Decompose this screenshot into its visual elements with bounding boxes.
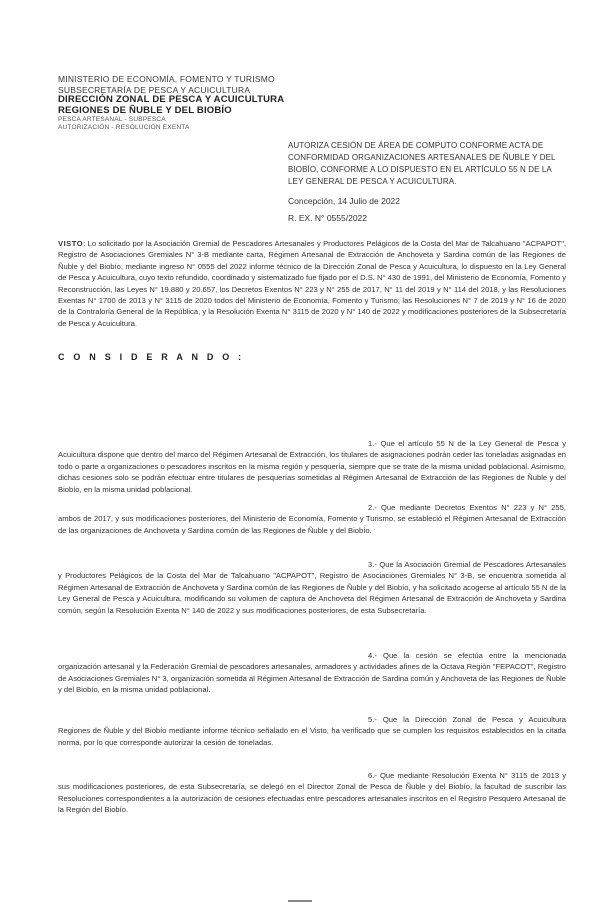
visto-text: : Lo solicitado por la Asociación Gremial de Pescadores Artesanales y Productores Pelágicos de la Costa del Mar de Talcahuano "ACPAPOT", Registro de Asociaciones Gremiales N° 3-B mediante carta, Régimen Artesanal de Extracción de Anchoveta y Sardina común de las Regiones de Ñuble y del Biobío, mediante ingreso N° 0555 del 2022 informe técnico de la Dirección Zonal de Pesca y Acuicultura, lo dispuesto en la Ley General de Pesca y Acuicultura, cuyo texto refundido, coordinado y sistematizado fue fijado por el D.S. N° 430 de 1991, del Ministerio de Economía, Fomento y Reconstrucción, las Leyes N° 19.880 y 20.657, los Decretos Exentos N° 223 y N° 255 de 2017, N° 11 del 2019 y N° 114 del 2018, y las Resoluciones Exentas N° 1700 de 2013 y N° 3115 de 2020 todos del Ministerio de Economía, Fomento y Turismo; las Resoluciones N° 7 de 2019 y N° 16 de 2020 de la Contraloría General de la República, y la Resolución Exenta N° 3115 de 2020 y N° 140 de 2022 y modificaciones posteriores de la Subsecretaría de Pesca y Acuicultura. (58, 239, 566, 328)
document-subject: AUTORIZA CESIÓN DE ÁREA DE COMPUTO CONFORME ACTA DE CONFORMIDAD ORGANIZACIONES ARTESANALES DE ÑUBLE Y DEL BIOBÍO, CONFORME A LO DISPUESTO EN EL ARTÍCULO 55 N DE LA LEY GENERAL DE PESCA Y ACUICULTURA. (288, 141, 556, 186)
letterhead (58, 74, 318, 132)
letterhead-undersecretariat: SUBSECRETARÍA DE PESCA Y ACUICULTURA (58, 84, 251, 95)
visto-keyword: VISTO (58, 239, 84, 248)
page-footer-mark (288, 900, 312, 902)
visto-paragraph (58, 238, 566, 329)
considerando-paragraph-5: 5.- Que la Dirección Zonal de Pesca y Acuicultura Regiones de Ñuble y del Biobío mediante informe técnico señalado en el Visto, ha verificado que se cumplen los requisitos establecidos en la citada norma, por lo que corresponde autorizar la cesión de toneladas. (58, 715, 566, 747)
considerando-paragraph-4: 4.- Que la cesión se efectúa entre la mencionada organización artesanal y la Federación Gremial de pescadores artesanales, armadores y actividades afines de la Octava Región "FEPACOT", Registro de Asociaciones Gremiales N° 3, organización sometida al Régimen Artesanal de Extracción de Sardina común y Anchoveta de las Regiones de Ñuble y del Biobío, en la misma unidad poblacional. (58, 651, 566, 695)
considerando-paragraph-3: 3.- Que la Asociación Gremial de Pescadores Artesanales y Productores Pelágicos de la Costa del Mar de Talcahuano "ACPAPOT", Registro de Asociaciones Gremiales N° 3-B, se encuentra sometida al Régimen Artesanal de Extracción de Anchoveta y Sardina común de las Regiones de Ñuble y del Biobío, y ha solicitado acogerse al artículo 55 N de la Ley General de Pesca y Acuicultura, modificando su volumen de captura de Anchoveta del Régimen Artesanal de Extracción de Anchoveta y Sardina común, según la Resolución Exenta N° 140 de 2022 y sus modificaciones posteriores, de esta Subsecretaría. (58, 560, 566, 615)
letterhead-regions: REGIONES DE ÑUBLE Y DEL BIOBÍO (58, 104, 232, 116)
letterhead-ministry: MINISTERIO DE ECONOMÍA, FOMENTO Y TURISMO (58, 74, 275, 84)
letterhead-directorate: DIRECCIÓN ZONAL DE PESCA Y ACUICULTURA (58, 94, 285, 105)
place-date: Concepción, 14 Julio de 2022 (288, 196, 400, 206)
letterhead-document-type: AUTORIZACIÓN - RESOLUCIÓN EXENTA (58, 124, 190, 131)
resolution-number: R. EX. N° 0555/2022 (288, 213, 368, 223)
considerando-paragraph-6: 6.- Que mediante Resolución Exenta N° 3115 de 2013 y sus modificaciones posteriores, de esta Subsecretaría, se delegó en el Director Zonal de Pesca de Ñuble y del Biobío, la facultad de suscribir las Resoluciones correspondientes a la autorización de cesiones efectuadas entre pescadores artesanales inscritos en el Registro Pesquero Artesanal de la Región del Biobío. (58, 771, 566, 815)
considerando-paragraph-2: 2.- Que mediante Decretos Exentos N° 223 y N° 255, ambos de 2017, y sus modificaciones posteriores, del Ministerio de Economía, Fomento y Turismo, se estableció el Régimen Artesanal de Extracción de las organizaciones de Anchoveta y Sardina común de las Regiones de Ñuble y del Biobío. (58, 503, 566, 535)
considerando-heading: C O N S I D E R A N D O : (58, 352, 245, 362)
letterhead-department: PESCA ARTESANAL - SUBPESCA (58, 116, 166, 123)
considerando-paragraph-1: 1.- Que el artículo 55 N de la Ley General de Pesca y Acuicultura dispone que dentro del marco del Régimen Artesanal de Extracción, los titulares de asignaciones podrán ceder las toneladas asignadas en todo o parte a organizaciones o pescadores inscritos en la misma región y pesquería, siempre que se trate de la misma unidad poblacional. Asimismo, dichas cesiones solo se podrán efectuar entre titulares de pesquerías sometidas al Régimen Artesanal de Extracción de las Regiones de Ñuble y del Biobío, en la misma unidad poblacional. (58, 439, 566, 494)
